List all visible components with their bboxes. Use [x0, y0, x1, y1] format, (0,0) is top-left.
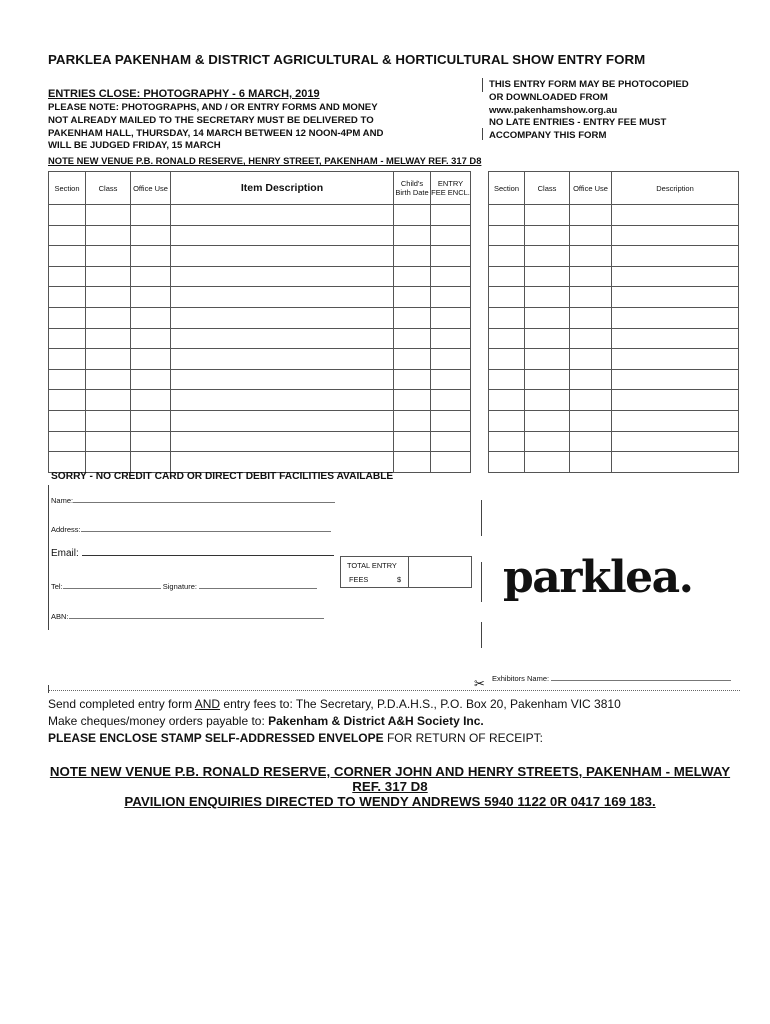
- tel-field[interactable]: [51, 582, 317, 591]
- table-row[interactable]: [489, 452, 739, 473]
- scissors-icon: ✂: [474, 676, 485, 691]
- col-section: Section: [489, 172, 525, 205]
- col-class: Class: [525, 172, 570, 205]
- table-row[interactable]: [49, 369, 471, 390]
- cheques-instructions: Make cheques/money orders payable to: Pakenham & District A&H Society Inc.: [48, 714, 484, 728]
- email-field[interactable]: [51, 548, 334, 559]
- table-row[interactable]: [49, 328, 471, 349]
- email-label: Email:: [51, 548, 79, 559]
- no-credit-card-notice: SORRY - NO CREDIT CARD OR DIRECT DEBIT FACILITIES AVAILABLE: [51, 471, 394, 482]
- col-entry-fee: ENTRY FEE ENCL.: [431, 172, 471, 205]
- entries-close-date: ENTRIES CLOSE: PHOTOGRAPHY - 6 MARCH, 2019: [48, 88, 320, 100]
- fees-label: FEES: [349, 575, 369, 584]
- table-row[interactable]: [489, 390, 739, 411]
- col-class: Class: [86, 172, 131, 205]
- table-row[interactable]: [489, 349, 739, 370]
- table-row[interactable]: [489, 287, 739, 308]
- total-entry-label: TOTAL ENTRY: [347, 561, 397, 570]
- divider-line: [482, 128, 483, 140]
- table-row[interactable]: [49, 205, 471, 226]
- table-row[interactable]: [489, 328, 739, 349]
- table-row[interactable]: [489, 410, 739, 431]
- table-row[interactable]: [489, 307, 739, 328]
- venue-note: NOTE NEW VENUE P.B. RONALD RESERVE, HENRY STREET, PAKENHAM - MELWAY REF. 317 D8: [48, 155, 482, 166]
- col-description: Description: [612, 172, 739, 205]
- total-entry-fees-box[interactable]: [340, 556, 472, 588]
- entry-table-right: [488, 171, 739, 473]
- cut-line: [481, 622, 482, 648]
- table-row[interactable]: [49, 246, 471, 267]
- table-row[interactable]: [49, 287, 471, 308]
- table-row[interactable]: [489, 246, 739, 267]
- cut-line: [481, 500, 482, 536]
- entry-table-left: [48, 171, 471, 473]
- table-row[interactable]: [49, 225, 471, 246]
- corner-mark: [48, 685, 49, 693]
- table-header-row: [489, 172, 739, 205]
- name-label: Name:: [51, 496, 74, 505]
- pavilion-enquiries: PAVILION ENQUIRIES DIRECTED TO WENDY ANDREWS 5940 1122 0R 0417 169 183.: [124, 794, 656, 809]
- table-row[interactable]: [49, 431, 471, 452]
- address-label: Address:: [51, 525, 81, 534]
- exhibitors-name-field[interactable]: [492, 674, 731, 683]
- col-office-use: Office Use: [570, 172, 612, 205]
- envelope-instructions: PLEASE ENCLOSE STAMP SELF-ADDRESSED ENVELOPE FOR RETURN OF RECEIPT:: [48, 731, 543, 745]
- table-header-row: [49, 172, 471, 205]
- col-item-description: Item Description: [171, 172, 394, 205]
- cut-line: [481, 562, 482, 602]
- please-note-text: PLEASE NOTE: PHOTOGRAPHS, AND / OR ENTRY FORMS AND MONEY NOT ALREADY MAILED TO THE SECRETARY MUST BE DELIVERED TO PAKENHAM HALL, THURSDAY, 14 MARCH BETWEEN 12 NOON-4PM AND WILL BE JUDGED FRIDAY, 15 MARCH: [48, 102, 384, 152]
- left-border-line: [48, 485, 49, 630]
- table-row[interactable]: [489, 225, 739, 246]
- form-title: PARKLEA PAKENHAM & DISTRICT AGRICULTURAL & HORTICULTURAL SHOW ENTRY FORM: [48, 52, 646, 67]
- tel-label: Tel:: [51, 582, 63, 591]
- abn-label: ABN:: [51, 612, 69, 621]
- table-row[interactable]: [489, 266, 739, 287]
- col-office-use: Office Use: [131, 172, 171, 205]
- table-row[interactable]: [489, 205, 739, 226]
- col-section: Section: [49, 172, 86, 205]
- signature-label: Signature:: [162, 582, 197, 591]
- address-field[interactable]: [51, 525, 331, 534]
- table-row[interactable]: [49, 266, 471, 287]
- table-row[interactable]: [49, 349, 471, 370]
- venue-notice: NOTE NEW VENUE P.B. RONALD RESERVE, CORNER JOHN AND HENRY STREETS, PAKENHAM - MELWAY REF. 317 D8: [49, 764, 731, 794]
- parklea-logo: parklea.: [503, 552, 693, 603]
- send-instructions: Send completed entry form AND entry fees to: The Secretary, P.D.A.H.S., P.O. Box 20, Pakenham VIC 3810: [48, 697, 621, 711]
- photocopy-note: THIS ENTRY FORM MAY BE PHOTOCOPIED OR DOWNLOADED FROM www.pakenhamshow.org.au NO LATE ENTRIES - ENTRY FEE MUST ACCOMPANY THIS FORM: [489, 79, 689, 142]
- table-row[interactable]: [49, 452, 471, 473]
- exhibitors-name-label: Exhibitors Name:: [492, 674, 550, 683]
- divider-line: [482, 78, 483, 92]
- abn-field[interactable]: [51, 612, 324, 621]
- name-field[interactable]: [51, 496, 335, 505]
- table-row[interactable]: [489, 431, 739, 452]
- table-row[interactable]: [49, 307, 471, 328]
- col-childs-birth-date: Child's Birth Date: [394, 172, 431, 205]
- table-row[interactable]: [49, 390, 471, 411]
- dotted-cut-line: [48, 690, 740, 691]
- currency-symbol: $: [397, 575, 402, 584]
- table-row[interactable]: [49, 410, 471, 431]
- table-row[interactable]: [489, 369, 739, 390]
